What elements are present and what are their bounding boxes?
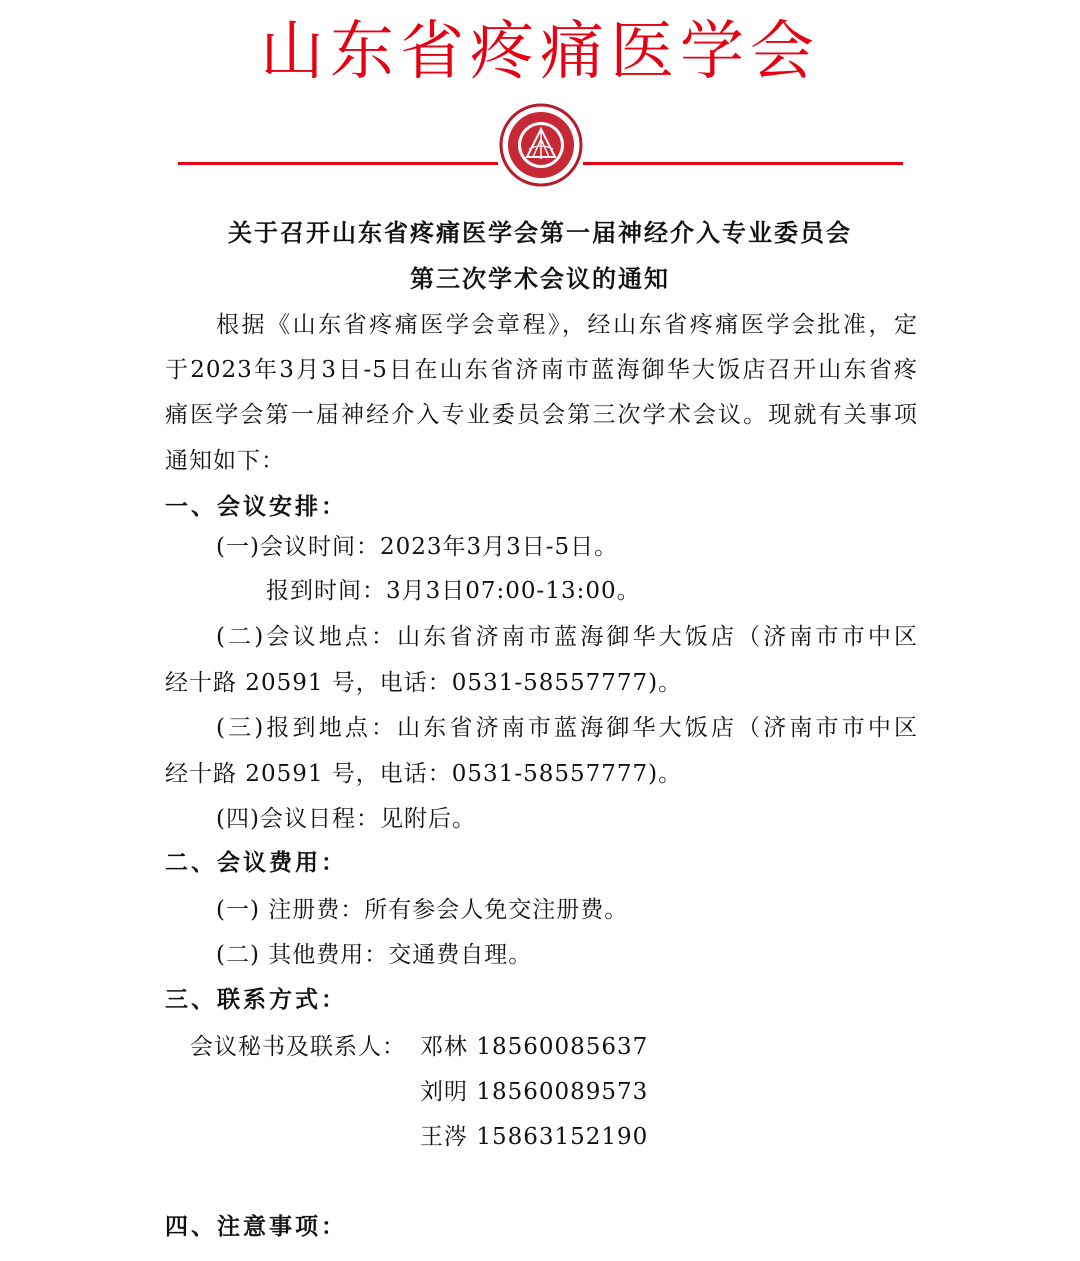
intro-line-4: 通知如下： — [165, 448, 285, 474]
registration-fee: (一) 注册费：所有参会人免交注册费。 — [216, 897, 629, 923]
letterhead-rule-left — [178, 162, 498, 165]
meeting-schedule: (四)会议日程：见附后。 — [216, 806, 476, 832]
notice-title-line-2: 第三次学术会议的通知 — [410, 264, 670, 293]
contact-phone: 15863152190 — [476, 1124, 649, 1150]
intro-line-1: 根据《山东省疼痛医学会章程》，经山东省疼痛医学会批准，定 — [216, 312, 918, 338]
contact-name: 邓林 — [420, 1034, 468, 1060]
section-heading-contact: 三、联系方式： — [165, 986, 347, 1013]
intro-line-3: 痛医学会第一届神经介入专业委员会第三次学术会议。现就有关事项 — [165, 402, 918, 428]
contact-row — [420, 1077, 648, 1107]
contact-name: 刘明 — [420, 1079, 468, 1105]
association-seal-logo — [499, 103, 583, 187]
checkin-place-line-1: (三)报到地点：山东省济南市蓝海御华大饭店（济南市市中区 — [216, 715, 918, 741]
section-heading-notes: 四、注意事项： — [165, 1213, 347, 1240]
section-heading-fees: 二、会议费用： — [165, 849, 347, 876]
venue-line-1: (二)会议地点：山东省济南市蓝海御华大饭店（济南市市中区 — [216, 624, 918, 650]
contact-label: 会议秘书及联系人： — [190, 1034, 406, 1060]
section-heading-arrangement: 一、会议安排： — [165, 493, 347, 520]
letterhead-rule-right — [583, 162, 903, 165]
intro-line-2: 于2023年3月3日-5日在山东省济南市蓝海御华大饭店召开山东省疼 — [165, 357, 918, 383]
contact-row — [420, 1122, 648, 1152]
contact-phone: 18560089573 — [476, 1079, 649, 1105]
meeting-time: (一)会议时间：2023年3月3日-5日。 — [216, 534, 619, 560]
org-name-heading: 山东省疼痛医学会 — [260, 15, 820, 89]
checkin-time: 报到时间：3月3日07:00-13:00。 — [266, 578, 641, 604]
contact-name: 王涔 — [420, 1124, 468, 1150]
venue-line-2: 经十路 20591 号，电话：0531-58557777)。 — [165, 670, 683, 696]
checkin-place-line-2: 经十路 20591 号，电话：0531-58557777)。 — [165, 761, 683, 787]
contact-row — [420, 1032, 648, 1062]
other-fees: (二) 其他费用：交通费自理。 — [216, 942, 533, 968]
contact-phone: 18560085637 — [476, 1034, 649, 1060]
notice-title-line-1: 关于召开山东省疼痛医学会第一届神经介入专业委员会 — [228, 218, 852, 247]
